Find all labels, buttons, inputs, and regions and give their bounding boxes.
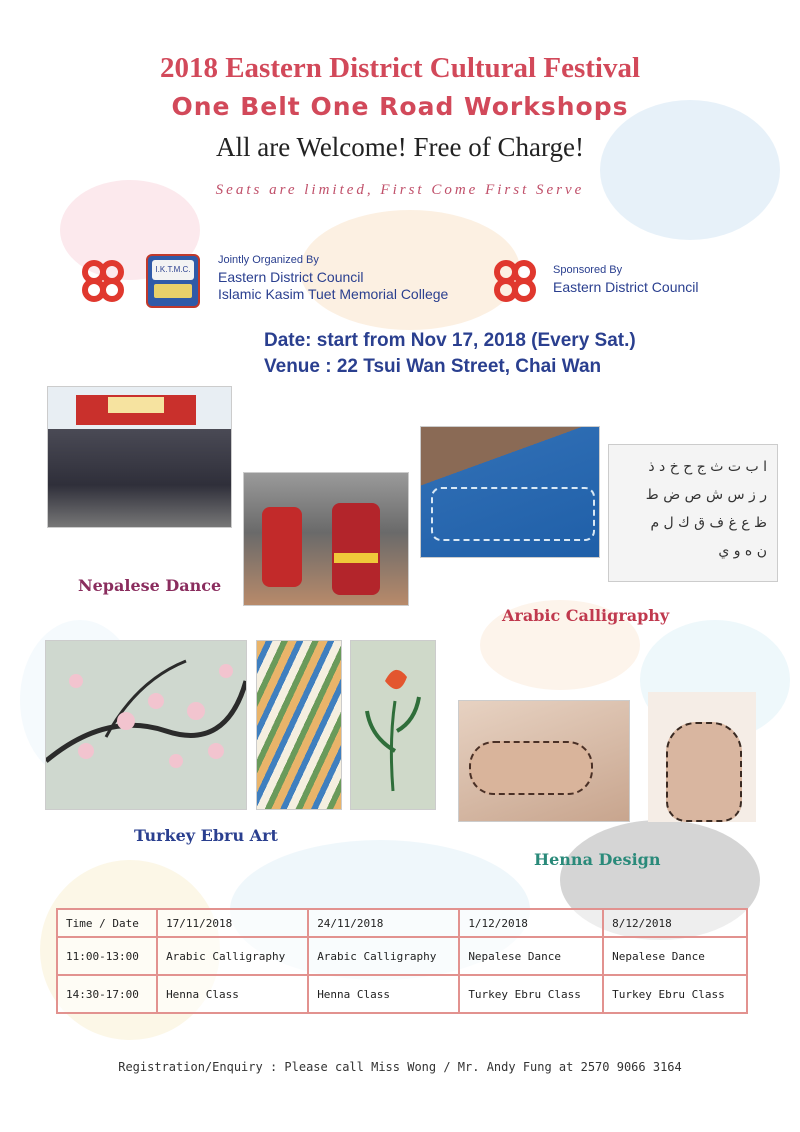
table-cell: Nepalese Dance <box>603 937 747 975</box>
sponsor-label: Sponsored By <box>553 264 623 276</box>
sponsor-logo-icon <box>492 258 538 309</box>
schedule-table <box>56 908 748 1014</box>
table-header-row <box>57 909 747 937</box>
table-cell: Nepalese Dance <box>459 937 603 975</box>
table-cell: Turkey Ebru Class <box>459 975 603 1013</box>
calligraphy-row-1: ا ب ت ث ج ح خ د ذ <box>648 459 767 475</box>
council-logo-icon <box>80 258 126 309</box>
event-date: Date: start from Nov 17, 2018 (Every Sat.) <box>264 330 636 351</box>
time-cell: 11:00-13:00 <box>57 937 157 975</box>
caption-turkey-ebru-art: Turkey Ebru Art <box>134 826 278 845</box>
organizer-1: Eastern District Council <box>218 269 364 285</box>
calligraphy-row-2: ر ز س ش ص ض ط <box>645 487 767 503</box>
nepalese-group-photo <box>47 386 232 528</box>
table-cell: Henna Class <box>157 975 308 1013</box>
arabic-alphabet-photo <box>608 444 778 582</box>
page-subtitle: One Belt One Road Workshops <box>171 92 629 121</box>
table-cell: Turkey Ebru Class <box>603 975 747 1013</box>
header-cell: Time / Date <box>57 909 157 937</box>
organizer-block <box>218 254 448 303</box>
caption-nepalese-dance: Nepalese Dance <box>78 576 222 595</box>
calligraphy-painting-photo <box>420 426 600 558</box>
event-venue: Venue : 22 Tsui Wan Street, Chai Wan <box>264 356 602 377</box>
caption-arabic-calligraphy: Arabic Calligraphy <box>502 606 670 625</box>
registration-footer: Registration/Enquiry : Please call Miss Wong / Mr. Andy Fung at 2570 9066 3164 <box>118 1060 682 1074</box>
calligraphy-row-3: ظ ع غ ف ق ك ل م <box>650 515 767 531</box>
header-cell: 17/11/2018 <box>157 909 308 937</box>
ebru-tulip-photo <box>350 640 436 810</box>
welcome-text: All are Welcome! Free of Charge! <box>216 132 584 162</box>
table-cell: Arabic Calligraphy <box>157 937 308 975</box>
jointly-label: Jointly Organized By <box>218 254 319 266</box>
ebru-marble-photo <box>256 640 342 810</box>
table-cell: Arabic Calligraphy <box>308 937 459 975</box>
table-row <box>57 975 747 1013</box>
time-cell: 14:30-17:00 <box>57 975 157 1013</box>
header-cell: 1/12/2018 <box>459 909 603 937</box>
henna-hand-photo <box>648 692 756 822</box>
table-row <box>57 937 747 975</box>
sponsor-name: Eastern District Council <box>553 279 699 295</box>
seats-note: Seats are limited, First Come First Serve <box>215 182 585 198</box>
henna-application-photo <box>458 700 630 822</box>
sponsor-block <box>553 264 699 296</box>
header-cell: 24/11/2018 <box>308 909 459 937</box>
college-badge-icon <box>146 254 200 308</box>
page-title: 2018 Eastern District Cultural Festival <box>159 52 641 84</box>
table-cell: Henna Class <box>308 975 459 1013</box>
organizer-2: Islamic Kasim Tuet Memorial College <box>218 286 449 302</box>
nepalese-dance-photo <box>243 472 409 606</box>
ebru-blossom-photo <box>45 640 247 810</box>
college-badge-text: I.K.T.M.C. <box>152 260 194 280</box>
header-cell: 8/12/2018 <box>603 909 747 937</box>
calligraphy-row-4: ن ه و ي <box>718 543 767 559</box>
caption-henna-design: Henna Design <box>534 850 661 869</box>
